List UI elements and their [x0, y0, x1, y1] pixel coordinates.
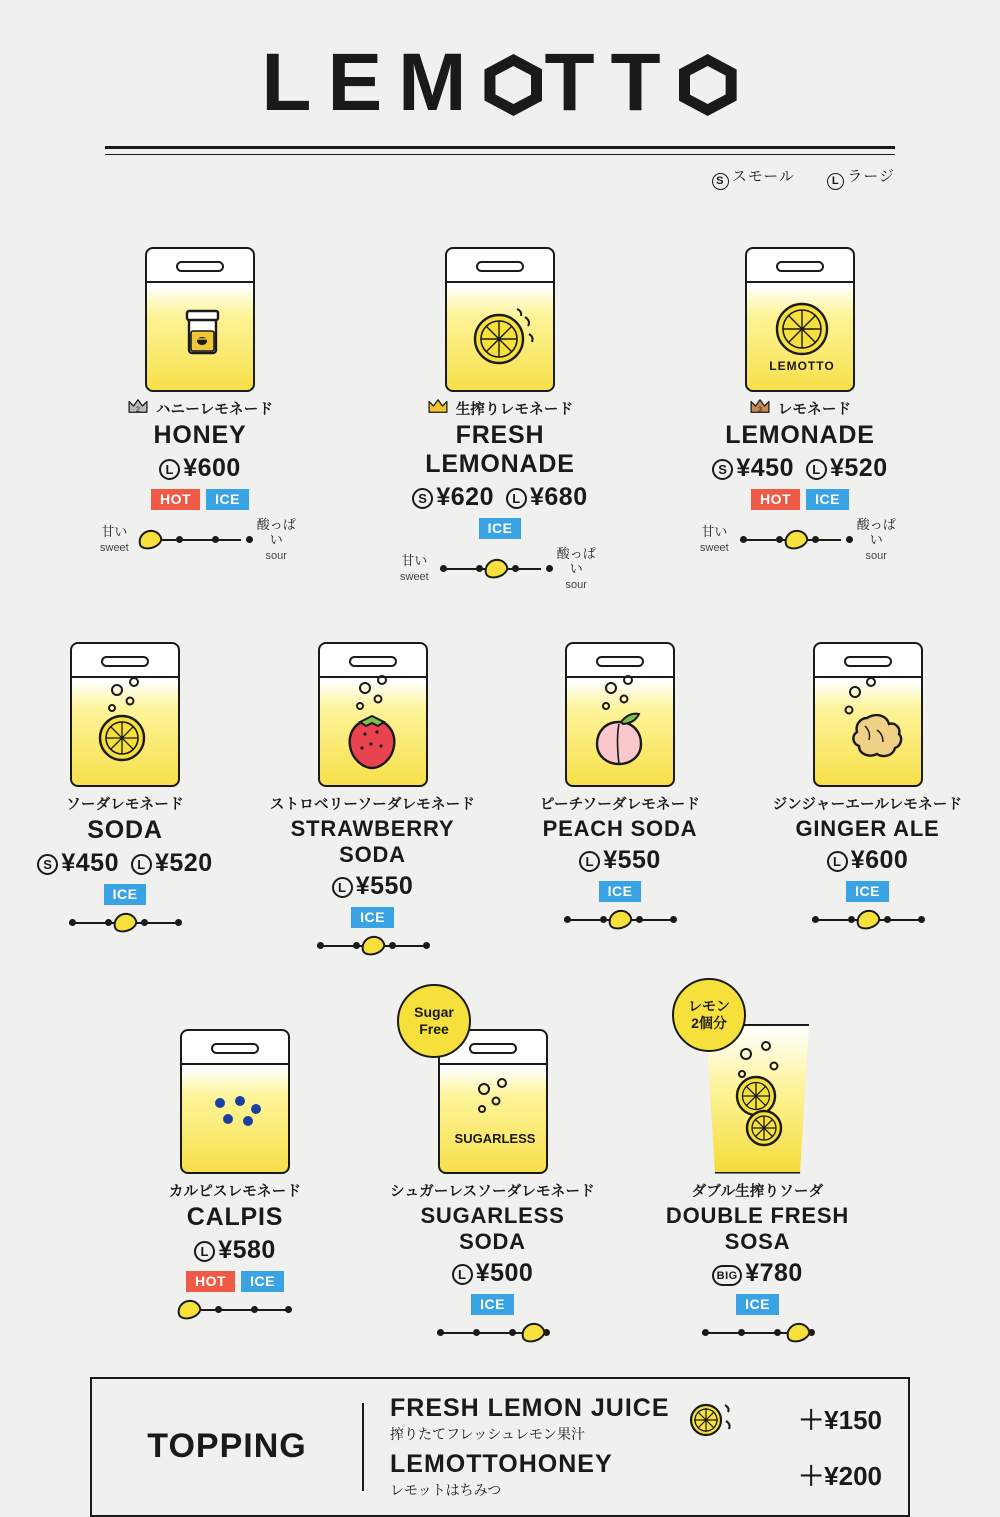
product-name-en: LEMONADE — [725, 421, 875, 449]
calpis-dots-icon — [182, 1065, 292, 1175]
product-name-en: GINGER ALE — [795, 815, 940, 841]
product-name-jp: ハニーレモネード — [155, 402, 274, 418]
product-card-honey[interactable] — [100, 202, 300, 592]
product-art-honey — [100, 202, 300, 392]
topping-row-lemotto-honey — [390, 1447, 882, 1503]
strawberry-icon — [320, 668, 430, 776]
size-mark-l: L — [506, 488, 527, 509]
size-mark-l: L — [806, 459, 827, 480]
scale-sweet-label: 甘い sweet — [400, 553, 429, 584]
svg-text:SUGARLESS: SUGARLESS — [454, 1130, 535, 1146]
topping-list — [364, 1391, 908, 1503]
product-name-jp: ストロベリーソーダレモネード — [269, 796, 476, 813]
scale-sour-label: 酸っぱい sour — [856, 517, 896, 562]
size-small-label: スモール — [731, 168, 795, 185]
size-small-icon: S — [712, 173, 729, 190]
product-card-double-fresh-sosa[interactable] — [650, 984, 865, 1343]
brand-title — [0, 37, 1000, 128]
price-value-l: ¥580 — [218, 1235, 276, 1264]
sweetness-scale — [135, 1300, 335, 1320]
size-large-icon: L — [827, 173, 844, 190]
tag-ice: ICE — [471, 1294, 514, 1315]
sticker-label: Sugar Free — [414, 1004, 454, 1037]
sweetness-scale — [265, 936, 480, 956]
product-tags — [400, 518, 600, 539]
carton-icon — [70, 642, 180, 787]
scale-track — [698, 1323, 818, 1343]
tag-ice: ICE — [846, 881, 889, 902]
sticker-label: レモン 2個分 — [688, 998, 730, 1031]
product-art-double-fresh — [650, 984, 865, 1174]
price-value-s: ¥620 — [436, 483, 494, 511]
carton-icon — [180, 1029, 290, 1174]
lemon-slice-icon — [680, 1397, 736, 1441]
size-mark-l: L — [827, 851, 848, 872]
sweetness-scale — [25, 913, 225, 933]
tag-ice: ICE — [479, 518, 522, 539]
product-tags — [385, 1294, 600, 1315]
scale-sour-label: 酸っぱい sour — [256, 517, 296, 562]
brand-letter-m: M — [398, 37, 483, 128]
product-price — [25, 849, 225, 878]
size-mark-l: L — [332, 877, 353, 898]
product-price — [760, 846, 975, 875]
tag-ice: ICE — [599, 881, 642, 902]
lemon-marker-icon — [135, 527, 164, 552]
price-value-l: ¥500 — [475, 1258, 534, 1287]
product-name-jp: ダブル生搾りソーダ — [691, 1183, 824, 1200]
product-name-en: SUGARLESS SODA — [420, 1202, 565, 1254]
product-art-soda — [25, 612, 225, 787]
product-tags — [520, 881, 720, 902]
tag-ice: ICE — [206, 489, 249, 510]
size-mark-s: S — [412, 488, 433, 509]
tag-hot: HOT — [186, 1271, 235, 1292]
product-art-sugarless — [385, 984, 600, 1174]
crown-rank-icon — [749, 398, 771, 414]
sweetness-scale — [650, 1323, 865, 1343]
soda-lemon-icon — [72, 668, 182, 776]
scale-track — [175, 1300, 295, 1320]
tag-hot: HOT — [751, 489, 800, 510]
size-large-label: ラージ — [847, 168, 895, 185]
product-name-jp: 生搾りレモネード — [455, 402, 574, 418]
product-price — [400, 483, 600, 512]
product-art-ginger — [760, 612, 975, 787]
carton-icon — [813, 642, 923, 787]
product-art-lemonade — [700, 202, 900, 392]
brand-letter-t1: T — [544, 37, 611, 128]
product-art-peach — [520, 612, 720, 787]
product-price — [520, 846, 720, 875]
carton-cap-icon — [844, 656, 892, 667]
product-tags — [100, 489, 300, 510]
svg-text:LEMOTTO: LEMOTTO — [769, 359, 835, 373]
product-name-jp: レモネード — [777, 402, 852, 418]
product-art-calpis — [135, 984, 335, 1174]
product-name-jp: ピーチソーダレモネード — [539, 796, 701, 813]
honey-jar-icon — [147, 283, 257, 391]
lemon-marker-icon — [111, 909, 140, 934]
lemon-slice-icon — [447, 279, 557, 387]
product-tags — [700, 489, 900, 510]
carton-cap-icon — [776, 261, 824, 272]
size-mark-l: L — [579, 851, 600, 872]
tag-hot: HOT — [151, 489, 200, 510]
product-tags — [650, 1294, 865, 1315]
sweetness-scale — [385, 1323, 600, 1343]
size-mark-l: L — [131, 854, 152, 875]
price-value-big: ¥780 — [745, 1258, 803, 1287]
product-card-peach-soda[interactable] — [520, 612, 720, 956]
price-value-l: ¥680 — [530, 483, 588, 511]
tag-ice: ICE — [104, 884, 147, 905]
sweetness-scale — [400, 547, 600, 592]
scale-track — [808, 910, 928, 930]
product-label-row — [100, 392, 300, 419]
product-tags — [265, 907, 480, 928]
topping-section — [90, 1377, 910, 1517]
topping-name-jp: レモットはちみつ — [390, 1481, 502, 1498]
scale-track — [736, 530, 846, 550]
product-name-en: DOUBLE FRESH SOSA — [665, 1202, 850, 1254]
carton-cap-icon — [211, 1043, 259, 1054]
product-price — [385, 1259, 600, 1288]
size-legend — [105, 165, 895, 190]
lemon-marker-icon — [175, 1296, 204, 1321]
product-name-jp: ジンジャーエールレモネード — [772, 796, 963, 813]
product-name-en: FRESH LEMONADE — [425, 421, 575, 478]
carton-cap-icon — [469, 1043, 517, 1054]
scale-sweet-label: 甘い sweet — [700, 524, 729, 555]
product-card-fresh-lemonade[interactable] — [400, 202, 600, 592]
ginger-icon — [815, 668, 925, 776]
product-name-jp: シュガーレスソーダレモネード — [390, 1183, 595, 1200]
product-name-en: PEACH SODA — [542, 815, 698, 841]
product-price — [700, 454, 900, 483]
carton-icon — [565, 642, 675, 787]
product-name-jp: ソーダレモネード — [66, 796, 184, 813]
brand-hexagon-o-icon — [484, 54, 542, 116]
tag-ice: ICE — [806, 489, 849, 510]
size-mark-l: L — [194, 1241, 215, 1262]
sweetness-scale — [760, 910, 975, 930]
sweetness-scale — [700, 518, 900, 563]
size-mark-s: S — [712, 459, 733, 480]
carton-icon — [745, 247, 855, 392]
product-art-fresh-lemonade — [400, 202, 600, 392]
product-name-en: STRAWBERRY SODA — [290, 815, 455, 867]
lemon-marker-icon — [481, 556, 510, 581]
size-mark-big: BIG — [712, 1265, 742, 1286]
product-card-calpis[interactable] — [135, 984, 335, 1343]
product-label-row — [700, 392, 900, 419]
lemon-slice-icon — [747, 277, 857, 385]
lemon-marker-icon — [783, 1319, 812, 1344]
product-price — [135, 1236, 335, 1265]
svg-text:3: 3 — [757, 404, 762, 413]
product-row-2 — [0, 612, 1000, 956]
carton-cap-icon — [596, 656, 644, 667]
scale-sour-label: 酸っぱい sour — [556, 546, 596, 591]
sugar-free-sticker — [397, 984, 471, 1058]
brand-letter-l: L — [261, 37, 328, 128]
scale-track — [560, 910, 680, 930]
topping-name-en: FRESH LEMON JUICE — [390, 1393, 670, 1422]
sugarless-bubbles-icon — [440, 1063, 550, 1175]
topping-name-jp: 搾りたてフレッシュレモン果汁 — [390, 1425, 586, 1442]
rule-thin — [105, 154, 895, 155]
carton-icon — [145, 247, 255, 392]
carton-cap-icon — [476, 261, 524, 272]
lemon-marker-icon — [518, 1319, 547, 1344]
size-mark: L — [159, 459, 180, 480]
price-value-l: ¥550 — [603, 845, 661, 874]
product-tags — [25, 884, 225, 905]
scale-track — [136, 530, 246, 550]
product-price — [265, 872, 480, 901]
lemon-count-sticker — [672, 978, 746, 1052]
price-value: ¥600 — [183, 454, 241, 482]
lemon-marker-icon — [853, 906, 882, 931]
scale-track — [433, 1323, 553, 1343]
lemon-marker-icon — [781, 527, 810, 552]
price-value-l: ¥600 — [850, 845, 909, 874]
carton-cap-icon — [101, 656, 149, 667]
product-name-en: CALPIS — [186, 1202, 284, 1231]
product-price — [100, 454, 300, 483]
product-card-ginger-ale[interactable] — [760, 612, 975, 956]
topping-price: ＋¥200 — [798, 1461, 882, 1492]
product-name-en: SODA — [87, 815, 163, 844]
price-value-l: ¥520 — [830, 454, 888, 482]
product-card-soda[interactable] — [25, 612, 225, 956]
tag-ice: ICE — [351, 907, 394, 928]
tag-ice: ICE — [241, 1271, 284, 1292]
crown-rank-icon — [427, 398, 449, 414]
sweetness-scale — [100, 518, 300, 563]
carton-icon — [318, 642, 428, 787]
topping-name-en: LEMOTTOHONEY — [390, 1449, 613, 1478]
price-value-s: ¥450 — [61, 848, 119, 877]
carton-cap-icon — [349, 656, 397, 667]
scale-track — [436, 559, 546, 579]
product-name-en: HONEY — [153, 421, 247, 449]
topping-price: ＋¥150 — [798, 1405, 882, 1436]
lemon-marker-icon — [606, 906, 635, 931]
lemon-marker-icon — [358, 932, 387, 957]
product-row-1 — [0, 202, 1000, 592]
scale-track — [65, 913, 185, 933]
sweetness-scale — [520, 910, 720, 930]
scale-sweet-label: 甘い sweet — [100, 524, 129, 555]
product-tags — [760, 881, 975, 902]
size-mark-s: S — [37, 854, 58, 875]
size-mark-l: L — [452, 1264, 473, 1285]
carton-icon — [445, 247, 555, 392]
topping-row-fresh-lemon-juice — [390, 1391, 882, 1447]
brand-letter-t2: T — [610, 37, 677, 128]
product-art-strawberry — [265, 612, 480, 787]
scale-track — [313, 936, 433, 956]
product-label-row — [400, 392, 600, 419]
peach-icon — [567, 668, 677, 776]
rule-thick — [105, 146, 895, 149]
price-value-s: ¥450 — [736, 454, 794, 482]
product-card-strawberry-soda[interactable] — [265, 612, 480, 956]
tag-ice: ICE — [736, 1294, 779, 1315]
product-row-3 — [0, 984, 1000, 1343]
svg-text:2: 2 — [135, 404, 140, 413]
header-rules — [105, 146, 895, 155]
crown-rank-icon — [127, 398, 149, 414]
product-name-jp: カルピスレモネード — [168, 1183, 302, 1200]
brand-hexagon-o2-icon — [679, 54, 737, 116]
topping-title: TOPPING — [147, 1427, 307, 1466]
product-price — [650, 1259, 865, 1288]
product-tags — [135, 1271, 335, 1292]
brand-letter-e: E — [327, 37, 399, 128]
price-value-l: ¥520 — [155, 848, 213, 877]
price-value-l: ¥550 — [355, 871, 414, 900]
carton-cap-icon — [176, 261, 224, 272]
product-card-sugarless-soda[interactable] — [385, 984, 600, 1343]
product-card-lemonade[interactable] — [700, 202, 900, 592]
